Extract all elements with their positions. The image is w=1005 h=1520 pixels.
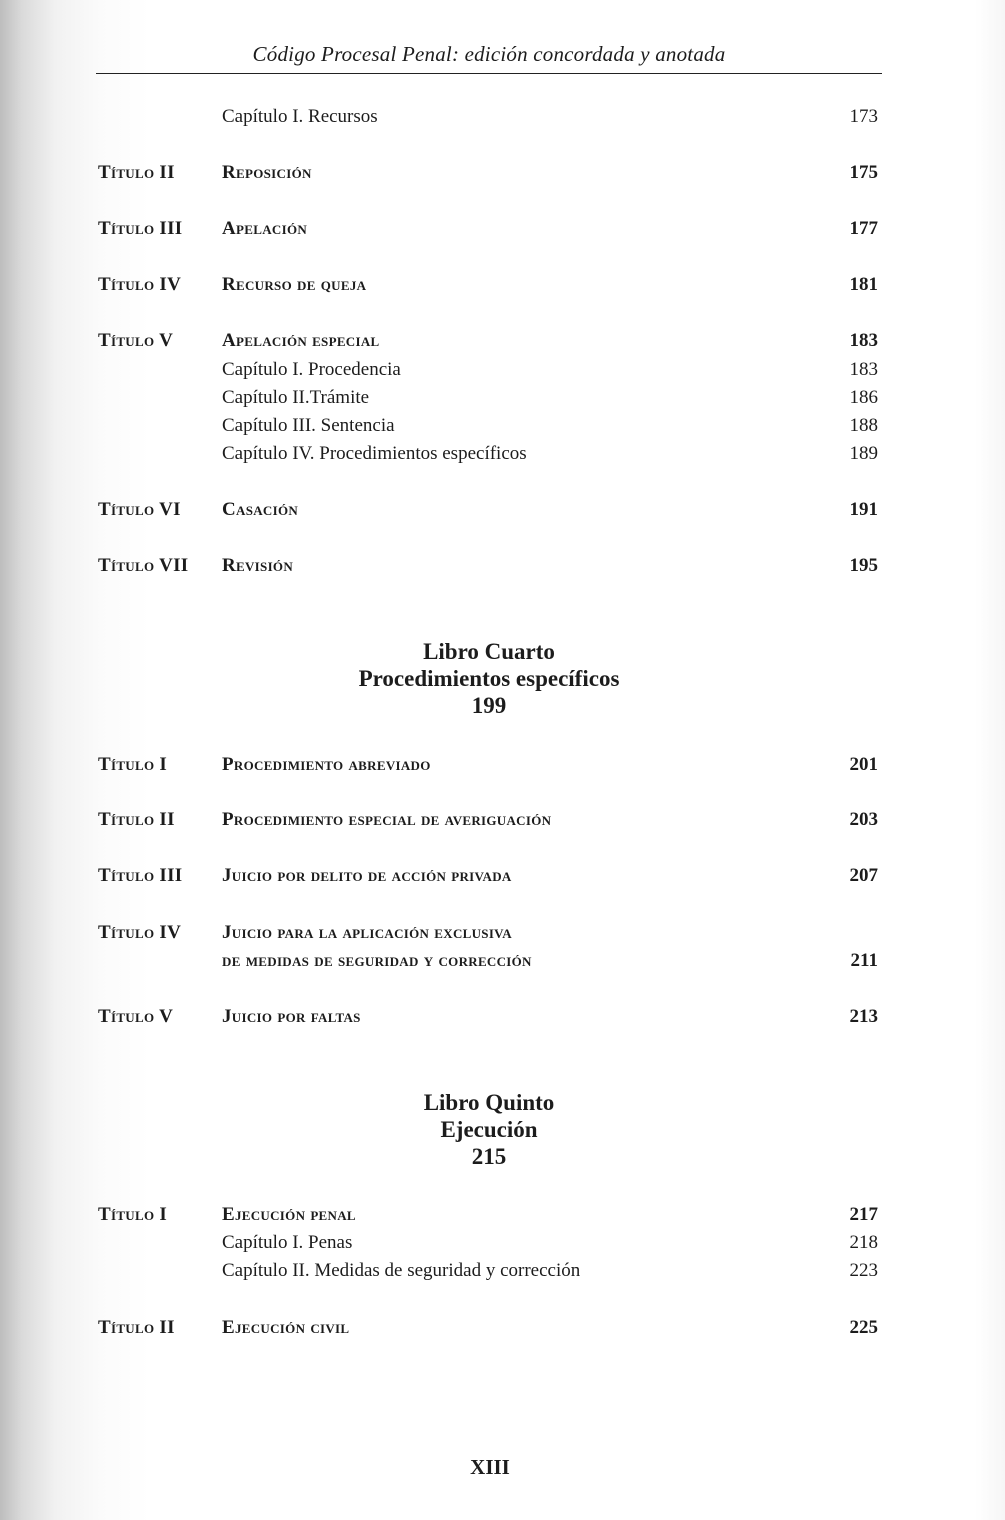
libro-heading-subtitle: Ejecución <box>440 1117 538 1142</box>
toc-page-number: 211 <box>850 950 878 971</box>
toc-entry-titulo[interactable] <box>98 862 878 890</box>
toc-page-number: 213 <box>849 1006 878 1027</box>
toc-entry-text: Capítulo I. Recursos <box>222 106 378 127</box>
toc-page-number: 203 <box>849 809 878 830</box>
toc-page-number: 207 <box>849 865 878 886</box>
toc-page-number: 201 <box>849 754 878 775</box>
toc-page-number: 183 <box>849 359 878 380</box>
toc-entry-titulo[interactable] <box>98 552 878 580</box>
toc-entry-text: Apelación especial <box>222 330 380 351</box>
toc-titulo-label: Título VI <box>98 499 181 520</box>
toc-page-number: 186 <box>849 387 878 408</box>
toc-entry-capitulo[interactable] <box>98 1257 878 1285</box>
toc-page-number: 173 <box>849 106 878 127</box>
toc-entry-text: Juicio por delito de acción privada <box>222 865 512 886</box>
libro-heading-subtitle: Procedimientos específicos <box>358 666 620 691</box>
toc-entry-text: Reposición <box>222 162 312 183</box>
toc-entry-capitulo[interactable] <box>98 1229 878 1257</box>
toc-entry-titulo[interactable] <box>98 919 878 975</box>
toc-entry-text: Juicio para la aplicación exclusiva <box>222 922 512 943</box>
toc-entry-titulo[interactable] <box>98 1003 878 1031</box>
toc-entry-capitulo[interactable] <box>98 412 878 440</box>
toc-entry-titulo[interactable] <box>98 806 878 834</box>
toc-titulo-label: Título III <box>98 218 183 239</box>
toc-page-number: 189 <box>849 443 878 464</box>
toc-titulo-label: Título III <box>98 865 183 886</box>
libro-heading-name: Libro Cuarto <box>423 639 555 664</box>
toc-titulo-label: Título II <box>98 162 175 183</box>
toc-titulo-label: Título V <box>98 1006 174 1027</box>
toc-entry-titulo[interactable] <box>98 751 878 779</box>
toc-titulo-label: Título V <box>98 330 174 351</box>
toc-entry-text: Capítulo I. Penas <box>222 1232 353 1253</box>
toc-entry-text: Capítulo III. Sentencia <box>222 415 395 436</box>
toc-page-number: 188 <box>849 415 878 436</box>
header-rule <box>96 73 882 74</box>
toc-titulo-label: Título VII <box>98 555 189 576</box>
toc-entry-titulo[interactable] <box>98 159 878 187</box>
toc-titulo-label: Título II <box>98 809 175 830</box>
toc-page-number: 183 <box>849 330 878 351</box>
toc-entry-text: Revisión <box>222 555 294 576</box>
toc-page-number: 218 <box>849 1232 878 1253</box>
page-folio: XIII <box>470 1455 510 1479</box>
toc-entry-text: Ejecución civil <box>222 1317 350 1338</box>
toc-page-number: 181 <box>849 274 878 295</box>
toc-entry-titulo[interactable] <box>98 271 878 299</box>
toc-page-number: 177 <box>849 218 878 239</box>
libro-heading-name: Libro Quinto <box>423 1090 555 1115</box>
toc-entry-text: Capítulo IV. Procedimientos específicos <box>222 443 527 464</box>
toc-entry-text: Ejecución penal <box>222 1204 356 1225</box>
toc-entry-capitulo[interactable] <box>98 440 878 468</box>
toc-entry-titulo[interactable] <box>98 327 878 355</box>
toc-titulo-label: Título IV <box>98 922 182 943</box>
toc-entry-text: Apelación <box>222 218 308 239</box>
toc-entry-text: Procedimiento abreviado <box>222 754 431 775</box>
toc-titulo-label: Título IV <box>98 274 182 295</box>
toc-titulo-label: Título I <box>98 1204 168 1225</box>
toc-entry-text: Capítulo I. Procedencia <box>222 359 401 380</box>
libro-heading-page: 199 <box>471 693 507 718</box>
toc-entry-capitulo[interactable] <box>98 356 878 384</box>
libro-heading-page: 215 <box>471 1144 507 1169</box>
toc-page-number: 191 <box>849 499 878 520</box>
toc-entry-titulo[interactable] <box>98 1201 878 1229</box>
toc-entry-capitulo[interactable] <box>98 103 878 131</box>
toc-entry-text: Procedimiento especial de averiguación <box>222 809 552 830</box>
toc-page-number: 217 <box>849 1204 878 1225</box>
toc-entry-text: Juicio por faltas <box>222 1006 361 1027</box>
toc-page-number: 225 <box>849 1317 878 1338</box>
toc-page-number: 195 <box>849 555 878 576</box>
toc-entry-titulo[interactable] <box>98 215 878 243</box>
toc-page-number: 223 <box>849 1260 878 1281</box>
toc-entry-titulo[interactable] <box>98 1314 878 1342</box>
toc-entry-text: Recurso de queja <box>222 274 367 295</box>
toc-entry-text: Capítulo II. Medidas de seguridad y corrección <box>222 1260 581 1281</box>
toc-entry-text: Capítulo II.Trámite <box>222 387 370 408</box>
toc-page-number: 175 <box>849 162 878 183</box>
toc-titulo-label: Título II <box>98 1317 175 1338</box>
toc-entry-text-line2: de medidas de seguridad y corrección <box>222 950 532 971</box>
toc-titulo-label: Título I <box>98 754 168 775</box>
toc-entry-titulo[interactable] <box>98 496 878 524</box>
toc-entry-capitulo[interactable] <box>98 384 878 412</box>
toc-entry-text: Casación <box>222 499 299 520</box>
running-head: Código Procesal Penal: edición concordada y anotada <box>252 42 726 66</box>
